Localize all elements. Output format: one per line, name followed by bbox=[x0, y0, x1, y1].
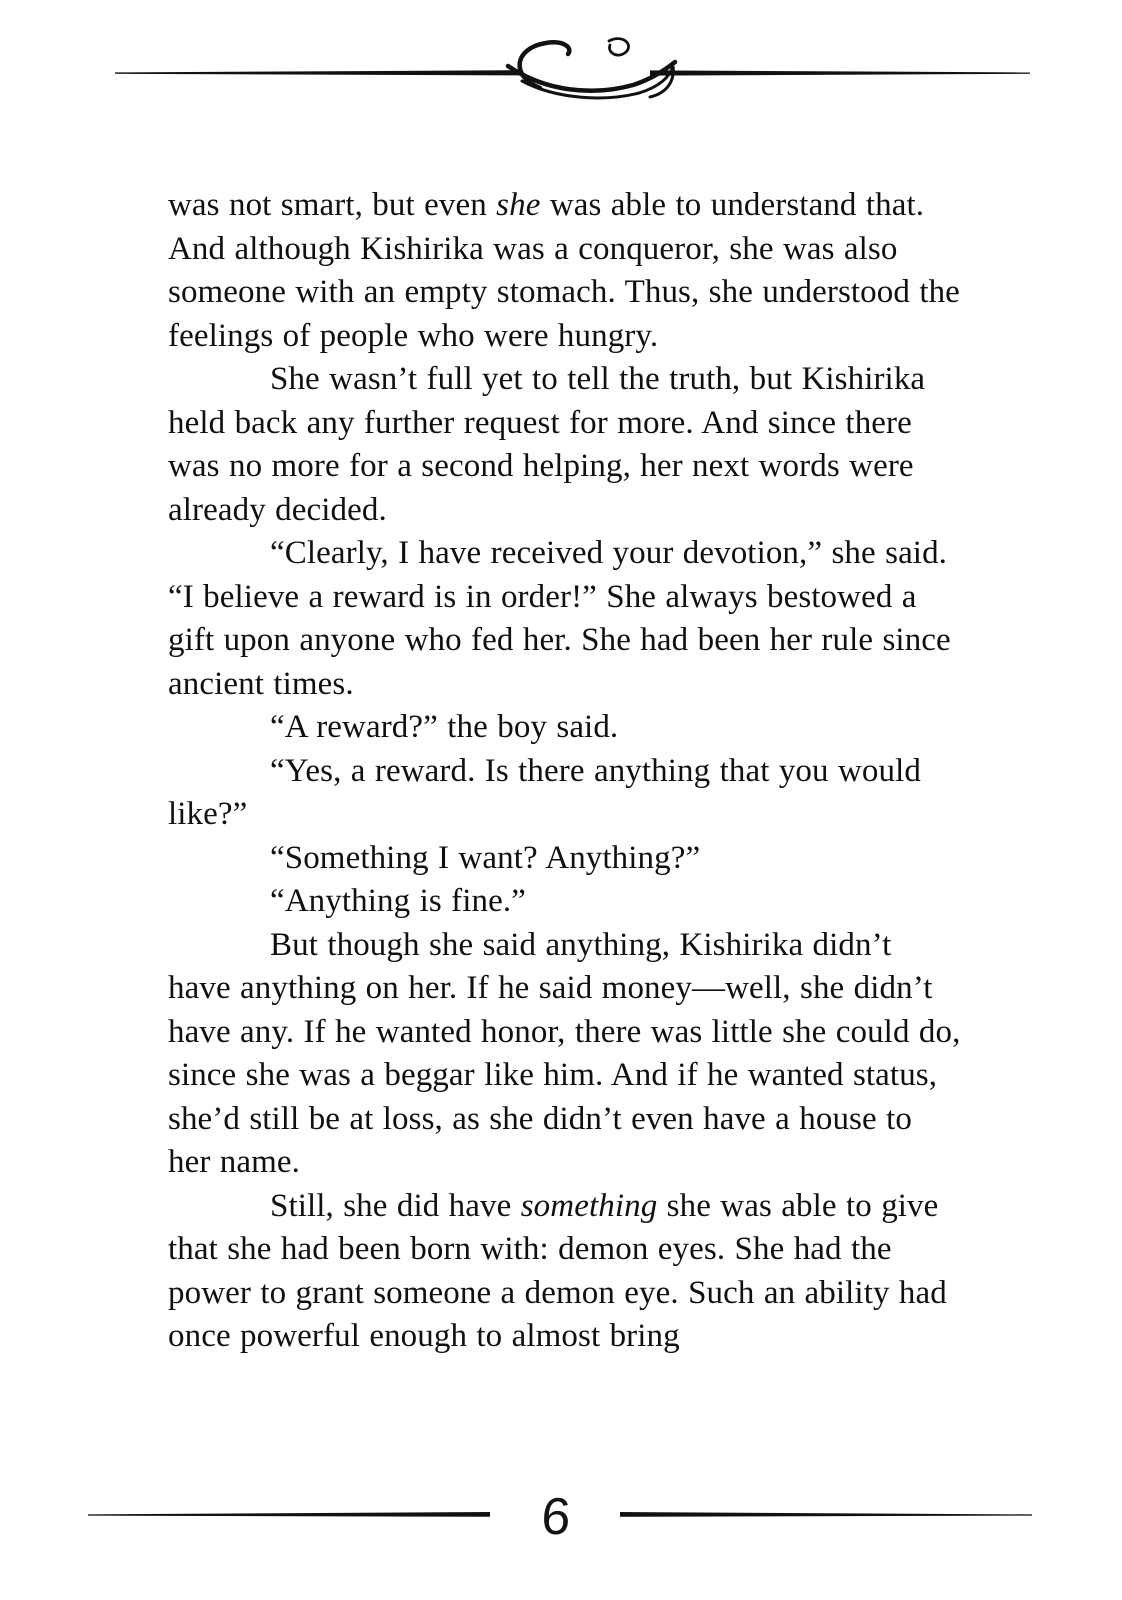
paragraph: Still, she did have something she was able to give that she had been born with: demon eyes. She had the power to grant someone a demon eye. Such an ability had once powerful enough to almost bring bbox=[168, 1187, 947, 1354]
header-right-rule bbox=[650, 70, 1030, 75]
footer-left-rule bbox=[88, 1512, 490, 1517]
paragraph: But though she said anything, Kishirika didn’t have anything on her. If he said money—well, she didn’t have any. If he wanted honor, there was little she could do, since she was a beggar like him. And if he wanted status, she’d still be at loss, as she didn’t even have a house to her name. bbox=[168, 926, 961, 1180]
page-number: 6 bbox=[540, 1488, 572, 1546]
italic-emphasis: she bbox=[496, 187, 541, 223]
paragraph: “Clearly, I have received your devotion,” she said. “I believe a reward is in order!” She always bestowed a gift upon anyone who fed her. She had been her rule since ancient times. bbox=[168, 535, 951, 702]
paragraph: “Something I want? Anything?” bbox=[270, 839, 701, 876]
paragraph: “Yes, a reward. Is there anything that you would like?” bbox=[168, 752, 921, 832]
paragraph: She wasn’t full yet to tell the truth, but Kishirika held back any further request for more. And since there was no more for a second helping, her next words were already decided. bbox=[168, 361, 926, 528]
paragraph: was not smart, but even she was able to understand that. And although Kishirika was a conqueror, she was also someone with an empty stomach. Thus, she understood the feelings of people who were hungry. bbox=[168, 187, 960, 354]
paragraph: “Anything is fine.” bbox=[270, 883, 526, 919]
paragraph: “A reward?” the boy said. bbox=[270, 709, 619, 745]
italic-emphasis: something bbox=[520, 1187, 658, 1224]
body-text bbox=[168, 184, 962, 1359]
swirl-ornament-icon bbox=[508, 39, 675, 98]
footer-right-rule bbox=[620, 1512, 1032, 1517]
header-left-rule bbox=[115, 70, 520, 75]
header-flourish-icon bbox=[112, 36, 1032, 116]
